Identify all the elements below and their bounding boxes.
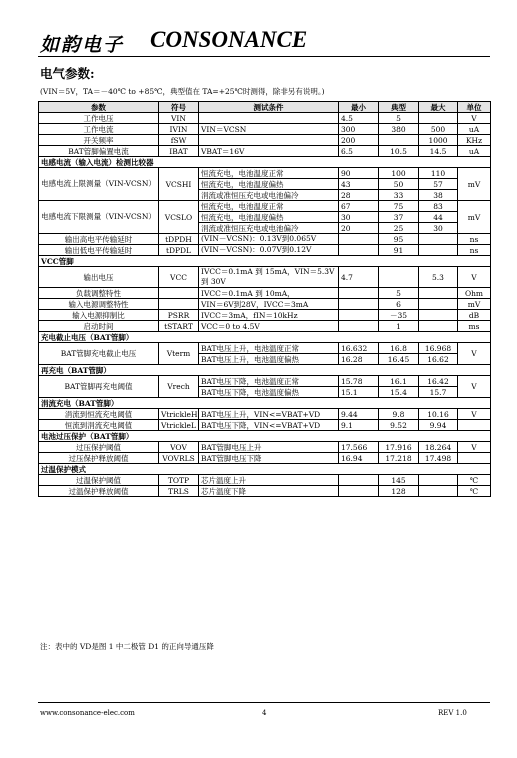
cell-typ: 6	[379, 299, 419, 310]
cell-condition: 芯片温度下降	[199, 486, 339, 497]
table-row	[39, 409, 491, 420]
cell-min	[339, 486, 379, 497]
cell-condition: VBAT＝16V	[199, 146, 339, 157]
cell-max: 16.42	[419, 376, 458, 387]
cell-typ: 25	[379, 223, 419, 234]
cell-symbol: VOV	[159, 442, 199, 453]
table-row	[39, 310, 491, 321]
cell-unit: ns	[458, 245, 491, 256]
cell-condition: VCC＝0 to 4.5V	[199, 321, 339, 332]
cell-unit: ms	[458, 321, 491, 332]
cell-typ: 17.916	[379, 442, 419, 453]
cell-typ: 1	[379, 321, 419, 332]
cell-param: 过压保护释放阈值	[39, 453, 159, 464]
cell-typ	[379, 135, 419, 146]
cell-max: 16.62	[419, 354, 458, 365]
cell-symbol: tDPDH	[159, 234, 199, 245]
cell-typ: 95	[379, 234, 419, 245]
cell-param: 涓流到恒流充电阈值	[39, 409, 159, 420]
section-heading: VCC管脚	[39, 256, 491, 267]
cell-min: 4.7	[339, 267, 379, 288]
cell-param: 过温保护释放阈值	[39, 486, 159, 497]
cell-max: 38	[419, 190, 458, 201]
table-header-row	[39, 102, 491, 113]
footer-url: www.consonance-elec.com	[40, 709, 135, 717]
cell-param: 过温保护阈值	[39, 475, 159, 486]
electrical-parameters-table	[38, 101, 491, 497]
cell-condition: (VIN－VCSN)：0.07V到0.12V	[199, 245, 339, 256]
column-header-typ: 典型	[379, 102, 419, 113]
cell-condition: BAT管脚电压上升	[199, 442, 339, 453]
cell-min	[339, 310, 379, 321]
cell-min	[339, 245, 379, 256]
cell-min: 4.5	[339, 113, 379, 124]
cell-condition	[199, 135, 339, 146]
cell-max: 18.264	[419, 442, 458, 453]
cell-typ: 128	[379, 486, 419, 497]
cell-param: 电感电流上限测量（VIN-VCSN）	[39, 168, 159, 201]
table-section-row	[39, 157, 491, 168]
cell-max: 14.5	[419, 146, 458, 157]
table-row	[39, 267, 491, 288]
cell-param: BAT管脚充电截止电压	[39, 343, 159, 365]
cell-typ: 100	[379, 168, 419, 179]
section-heading: 充电截止电压（BAT管脚）	[39, 332, 491, 343]
cell-max	[419, 234, 458, 245]
section-heading: 涓流充电（BAT管脚）	[39, 398, 491, 409]
cell-symbol: TRLS	[159, 486, 199, 497]
cell-param: 输入电源调整特性	[39, 299, 159, 310]
cell-max	[419, 486, 458, 497]
table-row	[39, 113, 491, 124]
table-row	[39, 420, 491, 431]
cell-typ: 37	[379, 212, 419, 223]
cell-unit: Ohm	[458, 288, 491, 299]
cell-symbol: VtrickleL	[159, 420, 199, 431]
cell-symbol: VtrickleH	[159, 409, 199, 420]
page-number: 4	[262, 709, 267, 717]
table-row	[39, 201, 491, 212]
cell-symbol: PSRR	[159, 310, 199, 321]
header-divider	[38, 56, 490, 57]
footer-divider	[38, 702, 490, 703]
revision: REV 1.0	[438, 709, 467, 717]
cell-max: 30	[419, 223, 458, 234]
cell-symbol	[159, 288, 199, 299]
cell-min: 30	[339, 212, 379, 223]
cell-typ: 9.52	[379, 420, 419, 431]
cell-param: 电感电流下限测量（VIN-VCSN）	[39, 201, 159, 234]
table-row	[39, 288, 491, 299]
cell-condition: IVCC＝0.1mA 到 10mA，	[199, 288, 339, 299]
table-section-row	[39, 256, 491, 267]
cell-condition: BAT电压上升，电池温度正常	[199, 343, 339, 354]
cell-typ: 5	[379, 113, 419, 124]
cell-max	[419, 113, 458, 124]
cell-typ: 33	[379, 190, 419, 201]
table-section-row	[39, 365, 491, 376]
cell-symbol: Vrech	[159, 376, 199, 398]
cell-param: BAT管脚再充电阈值	[39, 376, 159, 398]
cell-max: 500	[419, 124, 458, 135]
cell-unit: mV	[458, 201, 491, 234]
table-row	[39, 486, 491, 497]
cell-typ: 16.45	[379, 354, 419, 365]
cell-typ: 9.8	[379, 409, 419, 420]
column-header-param: 参数	[39, 102, 159, 113]
cell-min: 67	[339, 201, 379, 212]
table-row	[39, 442, 491, 453]
column-header-unit: 单位	[458, 102, 491, 113]
cell-symbol: fSW	[159, 135, 199, 146]
cell-condition: 恒流充电，电池温度偏热	[199, 179, 339, 190]
section-heading: 电感电流（输入电流）检测比较器	[39, 157, 491, 168]
cell-symbol: VCSHI	[159, 168, 199, 201]
cell-condition: BAT电压下降，电池温度正常	[199, 376, 339, 387]
cell-typ	[379, 267, 419, 288]
cell-condition: 恒流充电，电池温度正常	[199, 168, 339, 179]
cell-condition	[199, 113, 339, 124]
cell-min: 16.632	[339, 343, 379, 354]
table-note: 注：表中的 VD是图 1 中二极管 D1 的正向导通压降	[40, 642, 214, 651]
cell-max: 10.16	[419, 409, 458, 420]
cell-param: 工作电压	[39, 113, 159, 124]
cell-symbol: tSTART	[159, 321, 199, 332]
cell-max: 17.498	[419, 453, 458, 464]
table-row	[39, 124, 491, 135]
cell-condition: BAT电压下降，VIN<=VBAT+VD	[199, 420, 339, 431]
cell-symbol: IVIN	[159, 124, 199, 135]
cell-condition: VIN＝VCSN	[199, 124, 339, 135]
cell-typ: 5	[379, 288, 419, 299]
table-row	[39, 168, 491, 179]
cell-min: 20	[339, 223, 379, 234]
cell-condition: BAT电压上升，VIN<=VBAT+VD	[199, 409, 339, 420]
cell-condition: 涓流或准恒压充电或电池偏冷	[199, 190, 339, 201]
cell-condition: BAT电压下降，电池温度偏热	[199, 387, 339, 398]
cell-unit: V	[458, 442, 491, 453]
cell-param: 输出电压	[39, 267, 159, 288]
cell-typ: 16.8	[379, 343, 419, 354]
company-logo-cn: 如韵电子	[40, 34, 125, 56]
cell-param: 输出高电平传输延时	[39, 234, 159, 245]
cell-unit: ns	[458, 234, 491, 245]
cell-max	[419, 299, 458, 310]
cell-max: 15.7	[419, 387, 458, 398]
cell-symbol: VIN	[159, 113, 199, 124]
cell-condition: IVCC＝3mA，fIN＝10kHz	[199, 310, 339, 321]
table-row	[39, 475, 491, 486]
cell-condition: BAT电压上升，电池温度偏热	[199, 354, 339, 365]
cell-min: 43	[339, 179, 379, 190]
cell-param: 工作电流	[39, 124, 159, 135]
column-header-min: 最小	[339, 102, 379, 113]
cell-unit: V	[458, 376, 491, 398]
section-title: 电气参数:	[40, 66, 95, 81]
cell-unit: dB	[458, 310, 491, 321]
cell-max: 5.3	[419, 267, 458, 288]
cell-min	[339, 234, 379, 245]
cell-min	[339, 299, 379, 310]
cell-param: 过压保护阈值	[39, 442, 159, 453]
table-row	[39, 376, 491, 387]
cell-max: 110	[419, 168, 458, 179]
cell-min: 17.566	[339, 442, 379, 453]
cell-min: 200	[339, 135, 379, 146]
cell-param: 启动时间	[39, 321, 159, 332]
table-row	[39, 146, 491, 157]
cell-max	[419, 310, 458, 321]
cell-unit: ℃	[458, 475, 491, 486]
cell-min	[339, 321, 379, 332]
cell-max: 9.94	[419, 420, 458, 431]
test-conditions: (VIN＝5V，TA＝－40℃ to +85℃，典型值在 TA=+25℃时测得，除非另有说明。)	[40, 87, 325, 96]
cell-typ: 17.218	[379, 453, 419, 464]
cell-min	[339, 475, 379, 486]
cell-typ: 50	[379, 179, 419, 190]
cell-typ: 75	[379, 201, 419, 212]
cell-condition: VIN＝6V到28V，IVCC＝3mA	[199, 299, 339, 310]
table-row	[39, 453, 491, 464]
cell-unit: V	[458, 409, 491, 420]
cell-condition: 恒流充电，电池温度正常	[199, 201, 339, 212]
cell-min	[339, 288, 379, 299]
cell-symbol	[159, 299, 199, 310]
cell-min: 15.78	[339, 376, 379, 387]
cell-condition: 恒流充电，电池温度偏热	[199, 212, 339, 223]
company-logo-en: CONSONANCE	[150, 27, 308, 52]
cell-param: 负载调整特性	[39, 288, 159, 299]
cell-unit: ℃	[458, 486, 491, 497]
table-row	[39, 343, 491, 354]
cell-unit: V	[458, 113, 491, 124]
cell-max: 16.968	[419, 343, 458, 354]
cell-unit: uA	[458, 146, 491, 157]
cell-max: 44	[419, 212, 458, 223]
section-heading: 过温保护模式	[39, 464, 491, 475]
cell-min: 6.5	[339, 146, 379, 157]
cell-param: 输出低电平传输延时	[39, 245, 159, 256]
cell-unit: KHz	[458, 135, 491, 146]
cell-typ: 380	[379, 124, 419, 135]
cell-max: 83	[419, 201, 458, 212]
table-section-row	[39, 431, 491, 442]
cell-symbol: VCSLO	[159, 201, 199, 234]
cell-condition: IVCC＝0.1mA 到 15mA，VIN＝5.3V 到 30V	[199, 267, 339, 288]
column-header-symbol: 符号	[159, 102, 199, 113]
cell-max: 57	[419, 179, 458, 190]
cell-unit: mV	[458, 299, 491, 310]
cell-min: 9.1	[339, 420, 379, 431]
section-heading: 再充电（BAT管脚）	[39, 365, 491, 376]
cell-min: 90	[339, 168, 379, 179]
table-section-row	[39, 398, 491, 409]
cell-min: 16.94	[339, 453, 379, 464]
cell-unit: V	[458, 343, 491, 365]
cell-param: 开关频率	[39, 135, 159, 146]
table-row	[39, 321, 491, 332]
column-header-condition: 测试条件	[199, 102, 339, 113]
cell-param: 恒流到涓流充电阈值	[39, 420, 159, 431]
cell-unit: mV	[458, 168, 491, 201]
cell-min: 28	[339, 190, 379, 201]
table-row	[39, 245, 491, 256]
cell-symbol: VCC	[159, 267, 199, 288]
cell-typ: 15.4	[379, 387, 419, 398]
cell-symbol: tDPDL	[159, 245, 199, 256]
cell-condition: (VIN－VCSN)：0.13V到0.065V	[199, 234, 339, 245]
table-section-row	[39, 332, 491, 343]
cell-max	[419, 475, 458, 486]
cell-min: 300	[339, 124, 379, 135]
cell-unit	[458, 420, 491, 431]
table-row	[39, 135, 491, 146]
cell-typ: 10.5	[379, 146, 419, 157]
cell-condition: BAT管脚电压下降	[199, 453, 339, 464]
cell-typ: 91	[379, 245, 419, 256]
cell-typ: 16.1	[379, 376, 419, 387]
cell-condition: 芯片温度上升	[199, 475, 339, 486]
table-row	[39, 299, 491, 310]
cell-typ: －35	[379, 310, 419, 321]
cell-symbol: TOTP	[159, 475, 199, 486]
cell-min: 9.44	[339, 409, 379, 420]
cell-min: 16.28	[339, 354, 379, 365]
cell-max	[419, 321, 458, 332]
cell-symbol: IBAT	[159, 146, 199, 157]
column-header-max: 最大	[419, 102, 458, 113]
cell-max: 1000	[419, 135, 458, 146]
cell-unit: V	[458, 267, 491, 288]
cell-param: BAT管脚偏置电流	[39, 146, 159, 157]
table-section-row	[39, 464, 491, 475]
cell-symbol: Vterm	[159, 343, 199, 365]
cell-typ: 145	[379, 475, 419, 486]
table-row	[39, 234, 491, 245]
cell-param: 输入电源抑制比	[39, 310, 159, 321]
section-heading: 电池过压保护（BAT管脚）	[39, 431, 491, 442]
cell-unit: uA	[458, 124, 491, 135]
cell-max	[419, 288, 458, 299]
cell-max	[419, 245, 458, 256]
cell-unit	[458, 453, 491, 464]
cell-symbol: VOVRLS	[159, 453, 199, 464]
cell-condition: 涓流或准恒压充电或电池偏冷	[199, 223, 339, 234]
cell-min: 15.1	[339, 387, 379, 398]
